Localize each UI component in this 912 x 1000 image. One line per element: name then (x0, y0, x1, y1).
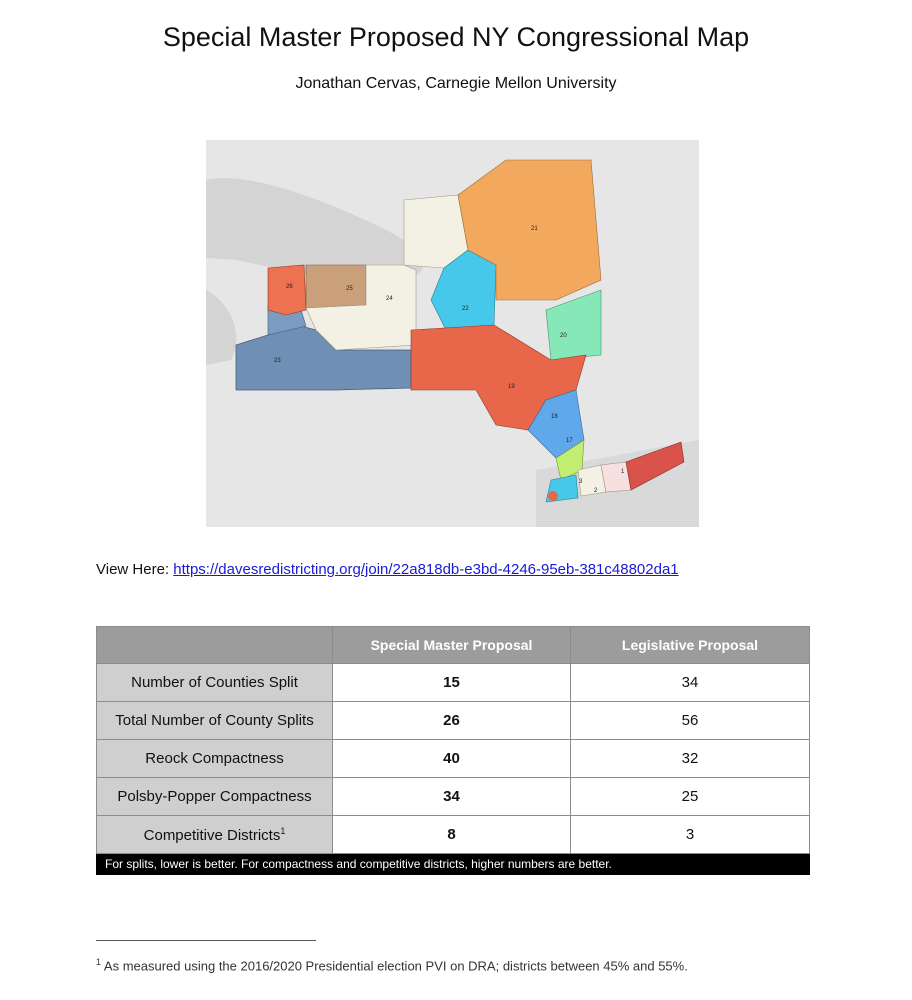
legislative-value: 32 (571, 740, 810, 778)
label-18: 18 (551, 414, 558, 420)
district-25 (306, 265, 366, 308)
row-label: Polsby-Popper Compactness (97, 778, 333, 816)
district-26 (268, 265, 306, 315)
district-nyc-small (548, 491, 558, 501)
table-footer-note: For splits, lower is better. For compactness and competitive districts, higher numbers are better. (97, 854, 810, 875)
special-master-value: 34 (333, 778, 571, 816)
footnote (96, 957, 688, 973)
table-row (97, 702, 810, 740)
special-master-value: 15 (333, 664, 571, 702)
table-header-row (97, 627, 810, 664)
author-line: Jonathan Cervas, Carnegie Mellon University (295, 75, 617, 92)
legislative-value: 25 (571, 778, 810, 816)
header-special-master: Special Master Proposal (333, 627, 571, 664)
comparison-table (96, 626, 810, 875)
label-2: 2 (594, 488, 598, 494)
footnote-text: As measured using the 2016/2020 Presidential election PVI on DRA; districts between 45% and 55%. (103, 958, 688, 974)
label-20: 20 (560, 333, 567, 339)
district-map (206, 140, 699, 527)
table-row (97, 664, 810, 702)
label-25: 25 (346, 286, 353, 292)
footnote-divider (96, 940, 316, 941)
row-label: Number of Counties Split (97, 664, 333, 702)
dra-link[interactable]: https://davesredistricting.org/join/22a818db-e3bd-4246-95eb-381c48802da1 (173, 561, 679, 578)
label-23: 23 (274, 358, 281, 364)
row-label (97, 816, 333, 854)
header-legislative: Legislative Proposal (571, 627, 810, 664)
label-1: 1 (621, 469, 625, 475)
label-22: 22 (462, 306, 469, 312)
label-3: 3 (579, 479, 583, 485)
footnote-marker: 1 (280, 825, 286, 836)
label-24: 24 (386, 296, 393, 302)
view-label: View Here: (96, 561, 170, 578)
label-19: 19 (508, 384, 515, 390)
table-row (97, 816, 810, 854)
legislative-value: 56 (571, 702, 810, 740)
page-title: Special Master Proposed NY Congressional Map (162, 22, 750, 52)
label-26: 26 (286, 284, 293, 290)
special-master-value: 26 (333, 702, 571, 740)
table-row (97, 778, 810, 816)
row-label-text: Competitive Districts (143, 826, 281, 844)
view-link-line (96, 561, 679, 578)
label-17: 17 (566, 438, 573, 444)
table-row (97, 740, 810, 778)
legislative-value: 34 (571, 664, 810, 702)
special-master-value: 8 (333, 816, 571, 854)
special-master-value: 40 (333, 740, 571, 778)
footnote-number: 1 (96, 957, 102, 967)
row-label: Total Number of County Splits (97, 702, 333, 740)
legislative-value: 3 (571, 816, 810, 854)
row-label: Reock Compactness (97, 740, 333, 778)
header-corner (97, 627, 333, 664)
label-21: 21 (531, 226, 538, 232)
